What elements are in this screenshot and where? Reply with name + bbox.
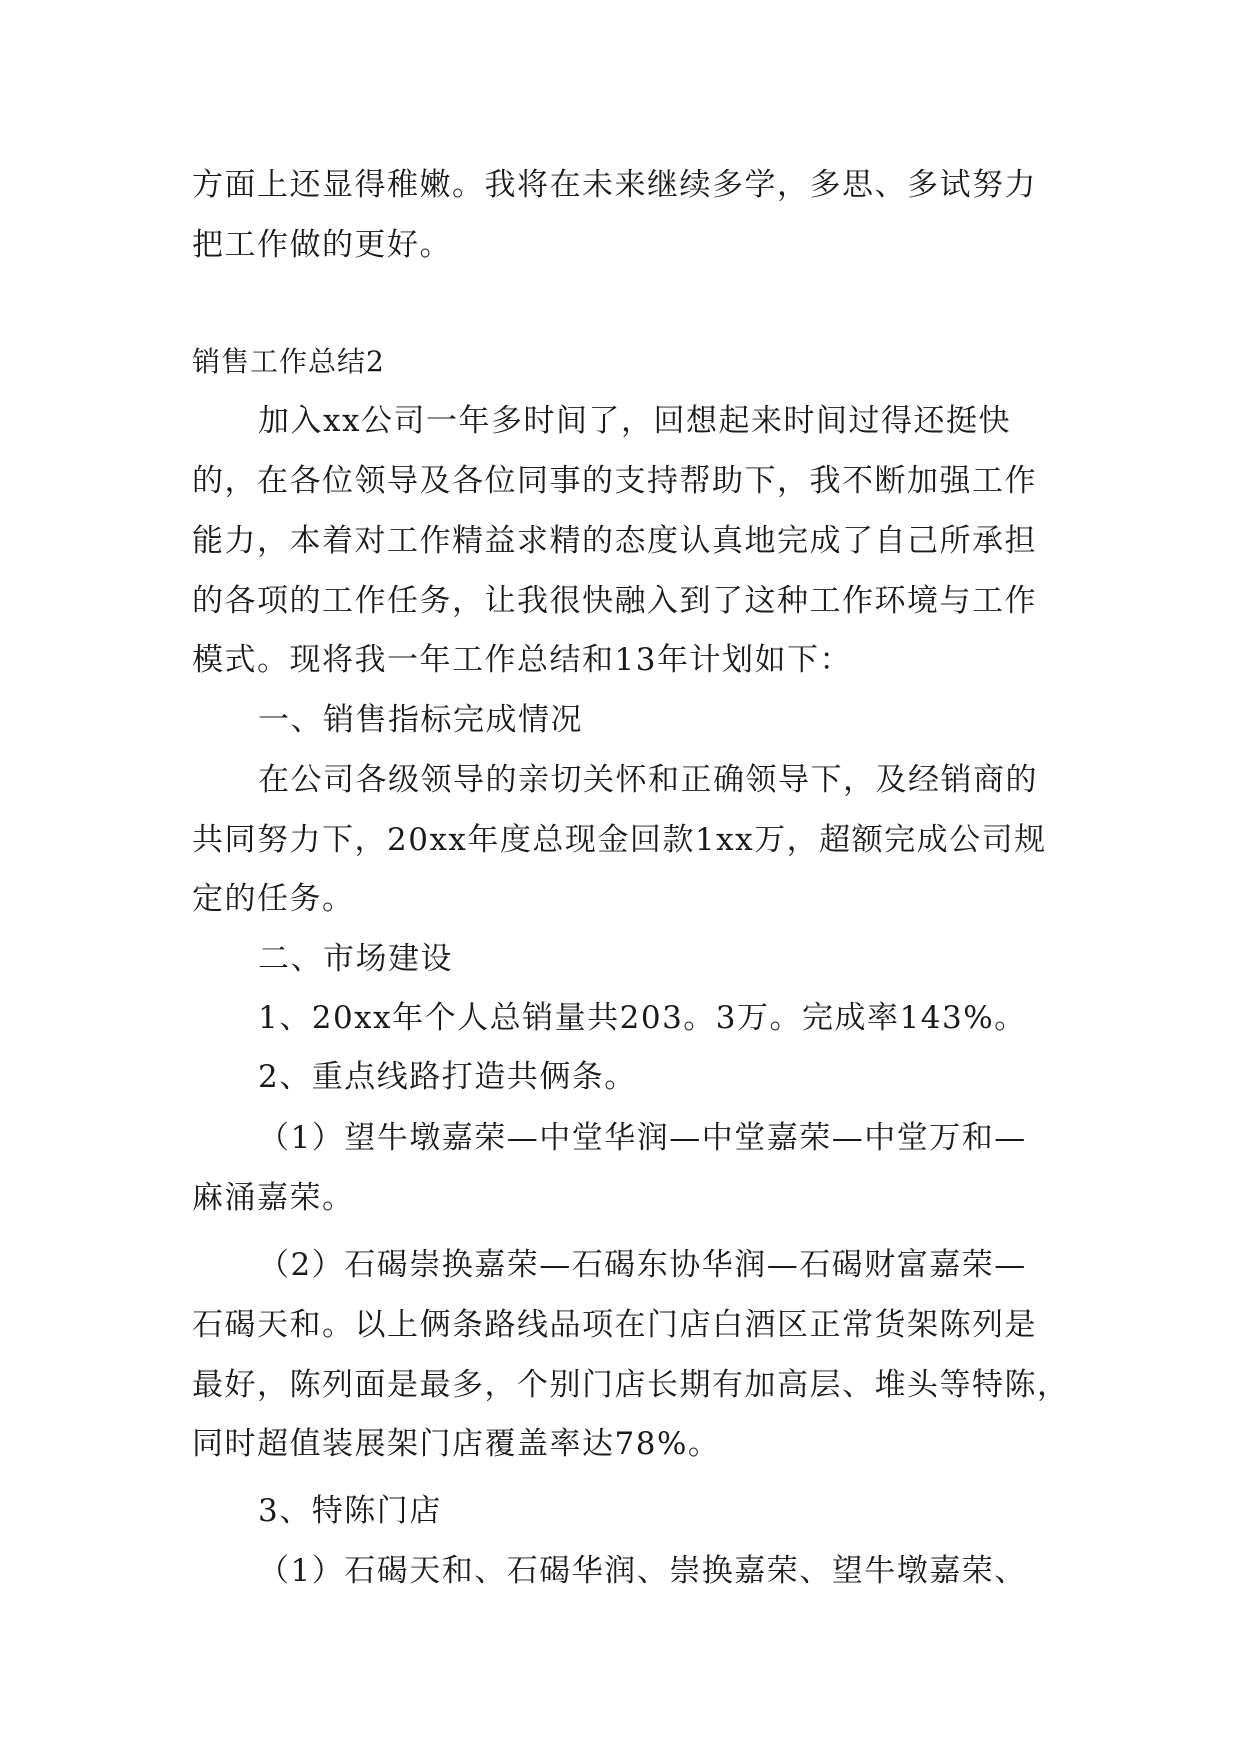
text-line: 1、20xx年个人总销量共203。3万。完成率143%。 — [258, 1000, 1027, 1036]
text-line: （2）石碣崇换嘉荣—石碣东协华润—石碣财富嘉荣— — [258, 1247, 1027, 1283]
text-line: 石碣天和。以上俩条路线品项在门店白酒区正常货架陈列是 — [192, 1307, 1037, 1343]
text-line: 共同努力下，20xx年度总现金回款1xx万，超额完成公司规 — [192, 822, 1047, 858]
text-line: 把工作做的更好。 — [192, 227, 452, 263]
subheading: 二、市场建设 — [258, 941, 453, 977]
text-line: 模式。现将我一年工作总结和13年计划如下： — [192, 642, 852, 678]
text-line: 能力，本着对工作精益求精的态度认真地完成了自己所承担 — [192, 523, 1037, 559]
subheading: 一、销售指标完成情况 — [258, 702, 583, 738]
text-line: 最好，陈列面是最多，个别门店长期有加高层、堆头等特陈， — [192, 1367, 1070, 1403]
text-line: 方面上还显得稚嫩。我将在未来继续多学，多思、多试努力 — [192, 167, 1037, 203]
text-line: （1）石碣天和、石碣华润、崇换嘉荣、望牛墩嘉荣、 — [258, 1553, 1027, 1589]
subheading: 3、特陈门店 — [258, 1493, 442, 1529]
section-heading: 销售工作总结2 — [192, 345, 385, 378]
text-line: 加入xx公司一年多时间了，回想起来时间过得还挺快 — [258, 403, 1011, 439]
text-line: 麻涌嘉荣。 — [192, 1180, 355, 1216]
text-line: 在公司各级领导的亲切关怀和正确领导下，及经销商的 — [258, 762, 1038, 798]
text-line: 的，在各位领导及各位同事的支持帮助下，我不断加强工作 — [192, 463, 1037, 499]
text-line: 定的任务。 — [192, 881, 355, 917]
text-line: 同时超值装展架门店覆盖率达78%。 — [192, 1426, 721, 1462]
text-line: （1）望牛墩嘉荣—中堂华润—中堂嘉荣—中堂万和— — [258, 1120, 1027, 1156]
text-line: 2、重点线路打造共俩条。 — [258, 1059, 637, 1095]
text-line: 的各项的工作任务，让我很快融入到了这种工作环境与工作 — [192, 583, 1037, 619]
